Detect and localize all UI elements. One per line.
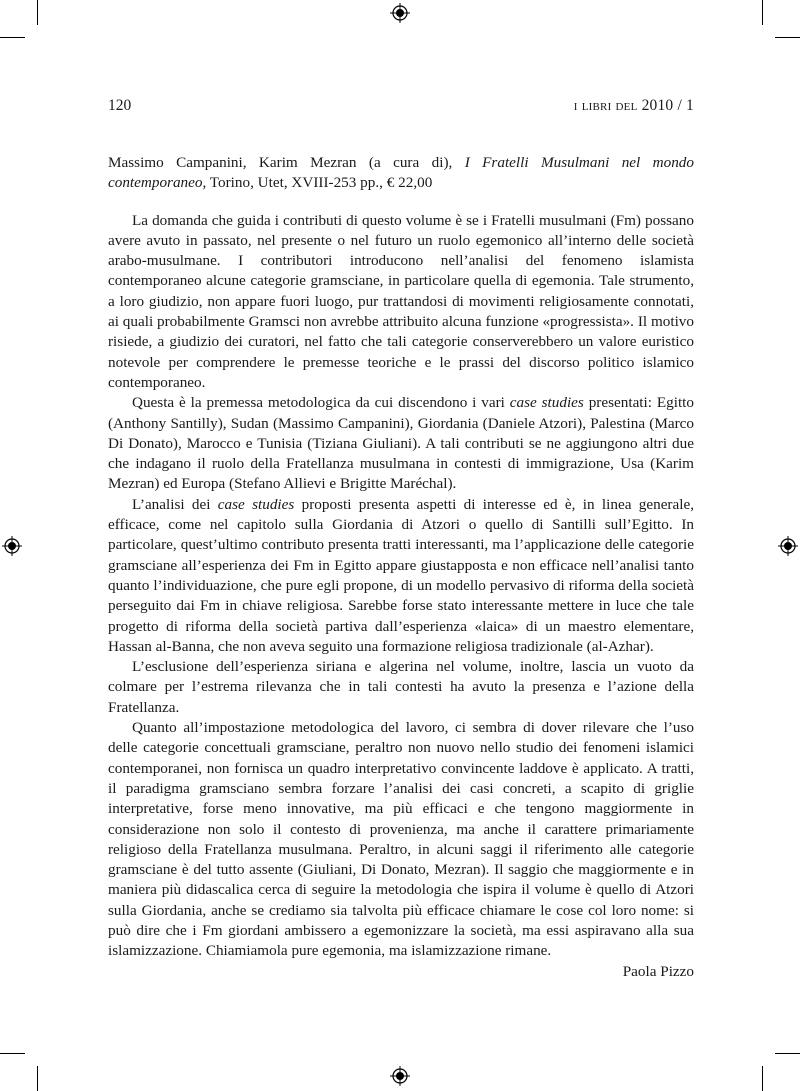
paragraph-5: Quanto all’impostazione metodologica del lavoro, ci sembra di dover rilevare che l’uso delle categorie concettuali gramsciane, peraltro non nuovo nello studio dei fenomeni islamici contemporanei, non fornisca un quadro interpretativo convincente laddove è applicato. A tratti, il paradigma gramsciano sembra forzare l’analisi dei casi concreti, a scapito di griglie interpretative, forse meno innovative, ma più efficaci e che tengono maggiormente in considerazione non solo il contesto di provenienza, ma anche il carattere primariamente religioso della Fratellanza musulmana. Peraltro, in alcuni saggi il riferimento alle categorie gramsciane è del tutto assente (Giuliani, Di Donato, Mezran). Il saggio che maggiormente e in maniera più didascalica cerca di seguire la metodologia che ispira il volume è quello di Atzori sulla Giordania, anche se crediamo sia talvolta più efficace chiamare le cose col loro nome: si può dire che i Fm giordani ambissero a egemonizzare la società, ma essi aspiravano alla sua islamizzazione. Chiamiamola pure egemonia, ma islamizzazione rimane.	[108, 719, 694, 960]
paragraph-3-italic: case studies	[217, 495, 295, 513]
paragraph-1: La domanda che guida i contributi di questo volume è se i Fratelli musulmani (Fm) possano avere avuto in passato, nel presente o nel futuro un ruolo egemonico all’interno delle società arabo-musulmane. I contributori introducono nell’analisi del fenomeno islamista contemporaneo alcune categorie gramsciane, in particolare quella di egemonia. Tale strumento, a loro giudizio, non appare fuori luogo, pur trattandosi di movimenti religiosamente connotati, ai quali probabilmente Gramsci non avrebbe attribuito alcuna funzione «progressista». Il motivo risiede, a giudizio dei curatori, nel fatto che tali categorie conserverebbero un valore euristico notevole per comprendere le premesse teoriche e le prassi del discorso politico islamico contemporaneo.	[108, 211, 694, 391]
crop-mark-icon	[775, 1053, 800, 1054]
paragraph-3-text-a: L’analisi dei	[132, 495, 218, 513]
paragraph-2	[108, 393, 694, 494]
crop-mark-icon	[37, 1066, 38, 1091]
paragraph-3	[108, 495, 694, 657]
citation-authors: Massimo Campanini, Karim Mezran (a cura di),	[108, 154, 465, 171]
crop-mark-icon	[0, 1053, 25, 1054]
page-number: 120	[108, 97, 132, 114]
paragraph-2-text-a: Questa è la premessa metodologica da cui discendono i vari	[132, 394, 510, 412]
review-body	[108, 153, 694, 982]
crop-mark-icon	[762, 1066, 763, 1091]
citation-title: I Fratelli Musulmani nel mondo contemporaneo	[108, 154, 694, 192]
registration-mark-icon	[778, 536, 798, 556]
book-citation	[108, 153, 694, 194]
crop-mark-icon	[37, 0, 38, 25]
page-header	[108, 97, 694, 119]
paragraph-2-italic: case studies	[509, 394, 584, 412]
running-title: i libri del 2010 / 1	[573, 97, 694, 114]
paragraph-4: L’esclusione dell’esperienza siriana e algerina nel volume, inoltre, lascia un vuoto da colmare per l’estrema rilevanza che in tali contesti ha avuto la presenza e l’azione della Fratellanza.	[108, 658, 694, 716]
paragraph-2-text-b: presentati: Egitto (Anthony Santilly), Sudan (Massimo Campanini), Giordania (Daniele Atzori), Palestina (Marco Di Donato), Marocco e Tunisia (Tiziana Giuliani). A tali contributi se ne aggiungono altri due che indagano il ruolo della Fratellanza musulmana in contesti di immigrazione, Usa (Karim Mezran) ed Europa (Stefano Allievi e Brigitte Maréchal).	[108, 394, 694, 493]
review-author: Paola Pizzo	[622, 962, 694, 980]
crop-mark-icon	[775, 37, 800, 38]
registration-mark-icon	[390, 3, 410, 23]
crop-mark-icon	[0, 37, 25, 38]
citation-details: , Torino, Utet, XVIII-253 pp., € 22,00	[202, 174, 433, 192]
paragraph-3-text-b: proposti presenta aspetti di interesse ed è, in linea generale, efficace, come nel capitolo sulla Giordania di Atzori o quello di Santilli sull’Egitto. In particolare, quest’ultimo contributo presenta tratti interessanti, ma l’applicazione delle categorie gramsciane all’esperienza dei Fm in Egitto appare giustapposta e non efficace nell’analisi tanto quanto l’individuazione, che pure egli propone, di un modello pervasivo di riforma della società perseguito dai Fm in chiave religiosa. Sarebbe forse stato interessante mettere in luce che tale progetto di riforma della società partiva dall’esperienza «laica» di un maestro elementare, Hassan al-Banna, che non aveva seguito una formazione religiosa tradizionale (al-Azhar).	[108, 495, 694, 655]
registration-mark-icon	[390, 1066, 410, 1086]
crop-mark-icon	[762, 0, 763, 25]
registration-mark-icon	[2, 536, 22, 556]
